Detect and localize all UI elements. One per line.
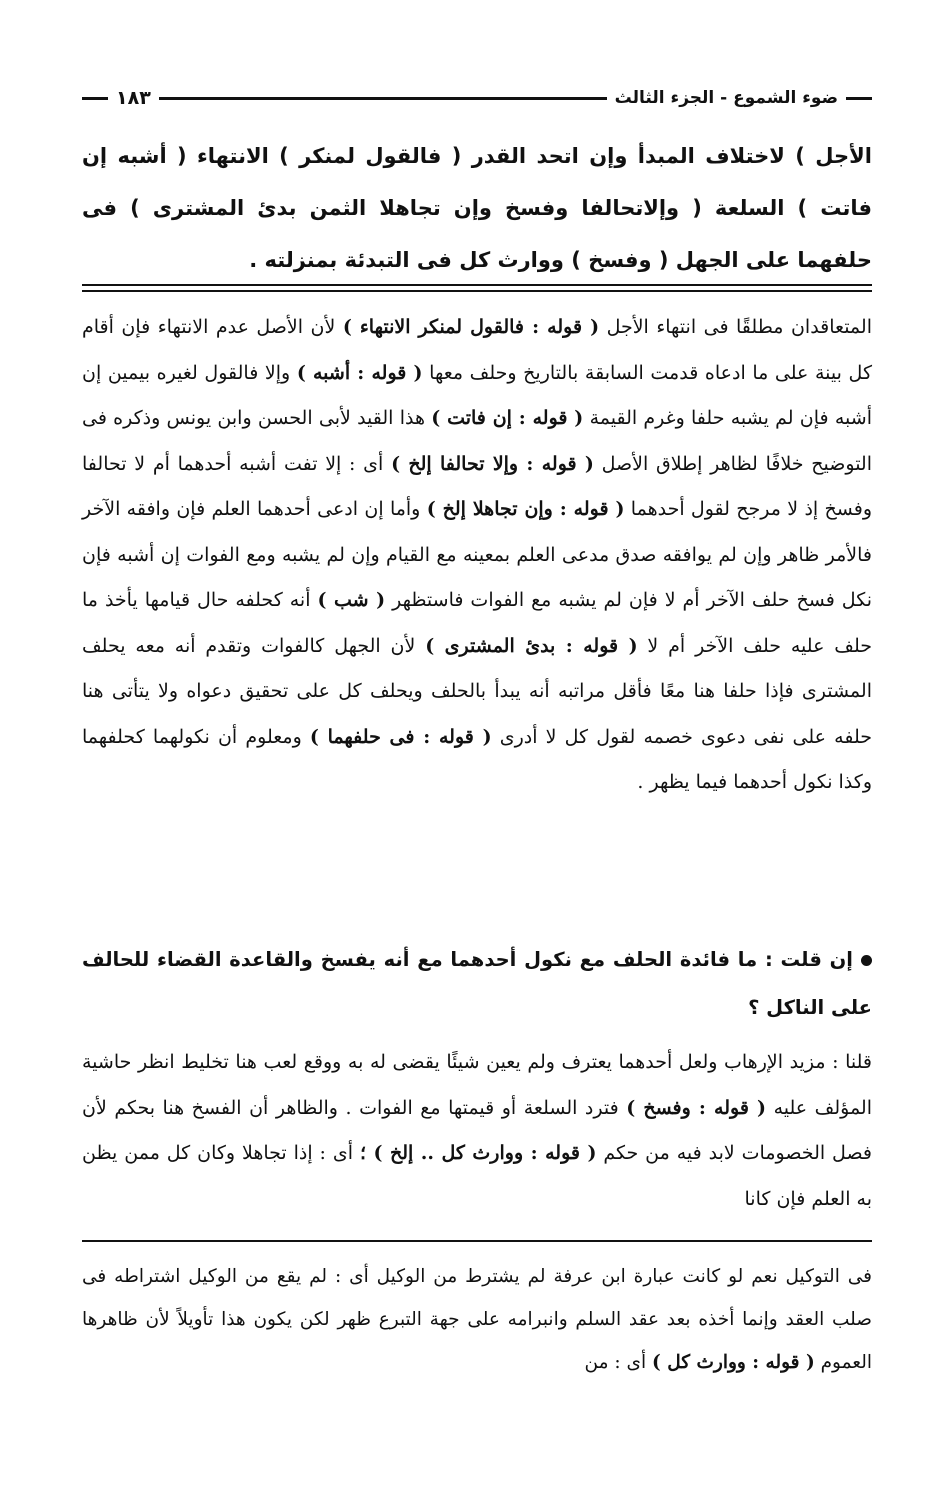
commentary-text: ومعلوم أن نكولهما كحلفهما وكذا نكول أحدهما فيما يظهر . — [82, 725, 872, 793]
commentary-quote: ( قوله : وإلا تحالفا إلخ ) — [391, 452, 594, 475]
header-title: ضوء الشموع - الجزء الثالث — [614, 88, 838, 108]
commentary-quote: ( قوله : وإن تجاهلا إلخ ) — [426, 498, 625, 520]
question-text: إن قلت : ما فائدة الحلف مع نكول أحدهما مع أنه يفسخ والقاعدة القضاء للحالف على الناكل ؟ — [82, 948, 872, 1019]
commentary-text: لأن الجهل كالفوات وتقدم أنه معه يحلف المشترى فإذا حلفا هنا معًا فأقل مراتبه أنه يبدأ بالحلف ويحلف كل على تحقيق دعواه ولا يتأتى هنا حلفه على نفى دعوى خصمه لقول كل لا أدرى — [82, 634, 872, 748]
main-text-paragraph: الأجل ) لاختلاف المبدأ وإن اتحد القدر ( فالقول لمنكر ) الانتهاء ( أشبه إن فاتت ) السلعة ( وإلاتحالفا وفسخ وإن تجاهلا الثمن بدئ المشترى ) فى حلفهما على الجهل ( وفسخ ) ووارث كل فى التبدئة بمنزلته . — [82, 144, 872, 272]
footnote-text: فى التوكيل نعم لو كانت عبارة ابن عرفة لم يشترط من الوكيل أى : لم يقع من الوكيل اشتراطه فى صلب العقد وإنما أخذه بعد عقد السلم وانبرامه على جهة التبرع ظهر لكن يكون هذا تأويلاً لأن ظاهرها العموم — [82, 1266, 872, 1373]
commentary-quote: ( قوله : فالقول لمنكر الانتهاء ) — [342, 316, 600, 338]
footnote — [82, 1255, 872, 1384]
running-header — [82, 80, 872, 116]
header-rule — [159, 97, 607, 100]
answer-text: قلنا : مزيد الإرهاب ولعل أحدهما يعترف ولم يعين شيئًا يقضى له به ووقع لعب هنا تخليط انظر حاشية المؤلف عليه — [82, 1051, 872, 1119]
page-number: ١٨٣ — [116, 87, 151, 109]
commentary-quote: ( شب ) — [317, 589, 386, 611]
commentary-text: أى : إلا تفت أشبه أحدهما أم لا تحالفا وفسخ إذ لا مرجح لقول أحدهما — [82, 452, 872, 520]
answer-quote: ( قوله : وفسخ ) — [626, 1096, 767, 1119]
commentary-quote: ( قوله : فى حلفهما ) — [309, 725, 492, 748]
commentary-text: وإلا فالقول لغيره بيمين إن أشبه فإن لم يشبه حلفا وغرم القيمة — [82, 361, 872, 429]
answer-text: أى : إذا تجاهلا وكان كل ممن يظن به العلم فإن كانا — [82, 1142, 872, 1210]
commentary-text: هذا القيد لأبى الحسن وابن يونس وذكره فى التوضيح خلافًا لظاهر إطلاق الأصل — [82, 407, 872, 475]
commentary-paragraph — [82, 305, 872, 806]
answer-block — [82, 1040, 872, 1222]
footnote-quote: ( قوله : ووارث كل ) — [652, 1352, 815, 1373]
commentary-text: أنه كحلفه حال قيامها يأخذ ما حلف عليه حلف الآخر أم لا — [82, 589, 872, 657]
question-block — [82, 936, 872, 1032]
commentary-quote: ( قوله : إن فاتت ) — [431, 407, 584, 429]
question-paragraph — [82, 936, 872, 1032]
commentary-quote: ( قوله : أشبه ) — [296, 361, 423, 384]
commentary-text: لأن الأصل عدم الانتهاء فإن أقام كل بينة على ما ادعاه قدمت السابقة بالتاريخ وحلف معها — [82, 316, 872, 384]
commentary-quote: ( قوله : بدئ المشترى ) — [425, 634, 638, 657]
header-dash — [846, 97, 872, 100]
answer-paragraph — [82, 1040, 872, 1222]
commentary-text: وأما إن ادعى أحدهما العلم فإن وافقه الآخر فالأمر ظاهر وإن لم يوافقه صدق مدعى العلم بمعينه مع القيام وإن لم يشبه ومع الفوات إن أشبه فإن نكل فسخ حلف الآخر أم لا فإن لم يشبه مع الفوات فاستظهر — [82, 498, 872, 611]
commentary — [82, 305, 872, 806]
footnote-paragraph — [82, 1255, 872, 1384]
footnote-text: أى : من — [584, 1352, 653, 1373]
main-text — [82, 130, 872, 286]
footnote-divider — [82, 1240, 872, 1242]
header-dash — [82, 97, 108, 100]
answer-text: فترد السلعة أو قيمتها مع الفوات . والظاهر أن الفسخ هنا بحكم لأن فصل الخصومات لابد فيه من حكم — [82, 1096, 873, 1164]
section-divider — [82, 284, 872, 292]
commentary-text: المتعاقدان مطلقًا فى انتهاء الأجل — [599, 316, 872, 338]
bullet-icon — [861, 955, 872, 966]
answer-quote: ( قوله : ووارث كل .. إلخ ) ؛ — [359, 1142, 597, 1164]
